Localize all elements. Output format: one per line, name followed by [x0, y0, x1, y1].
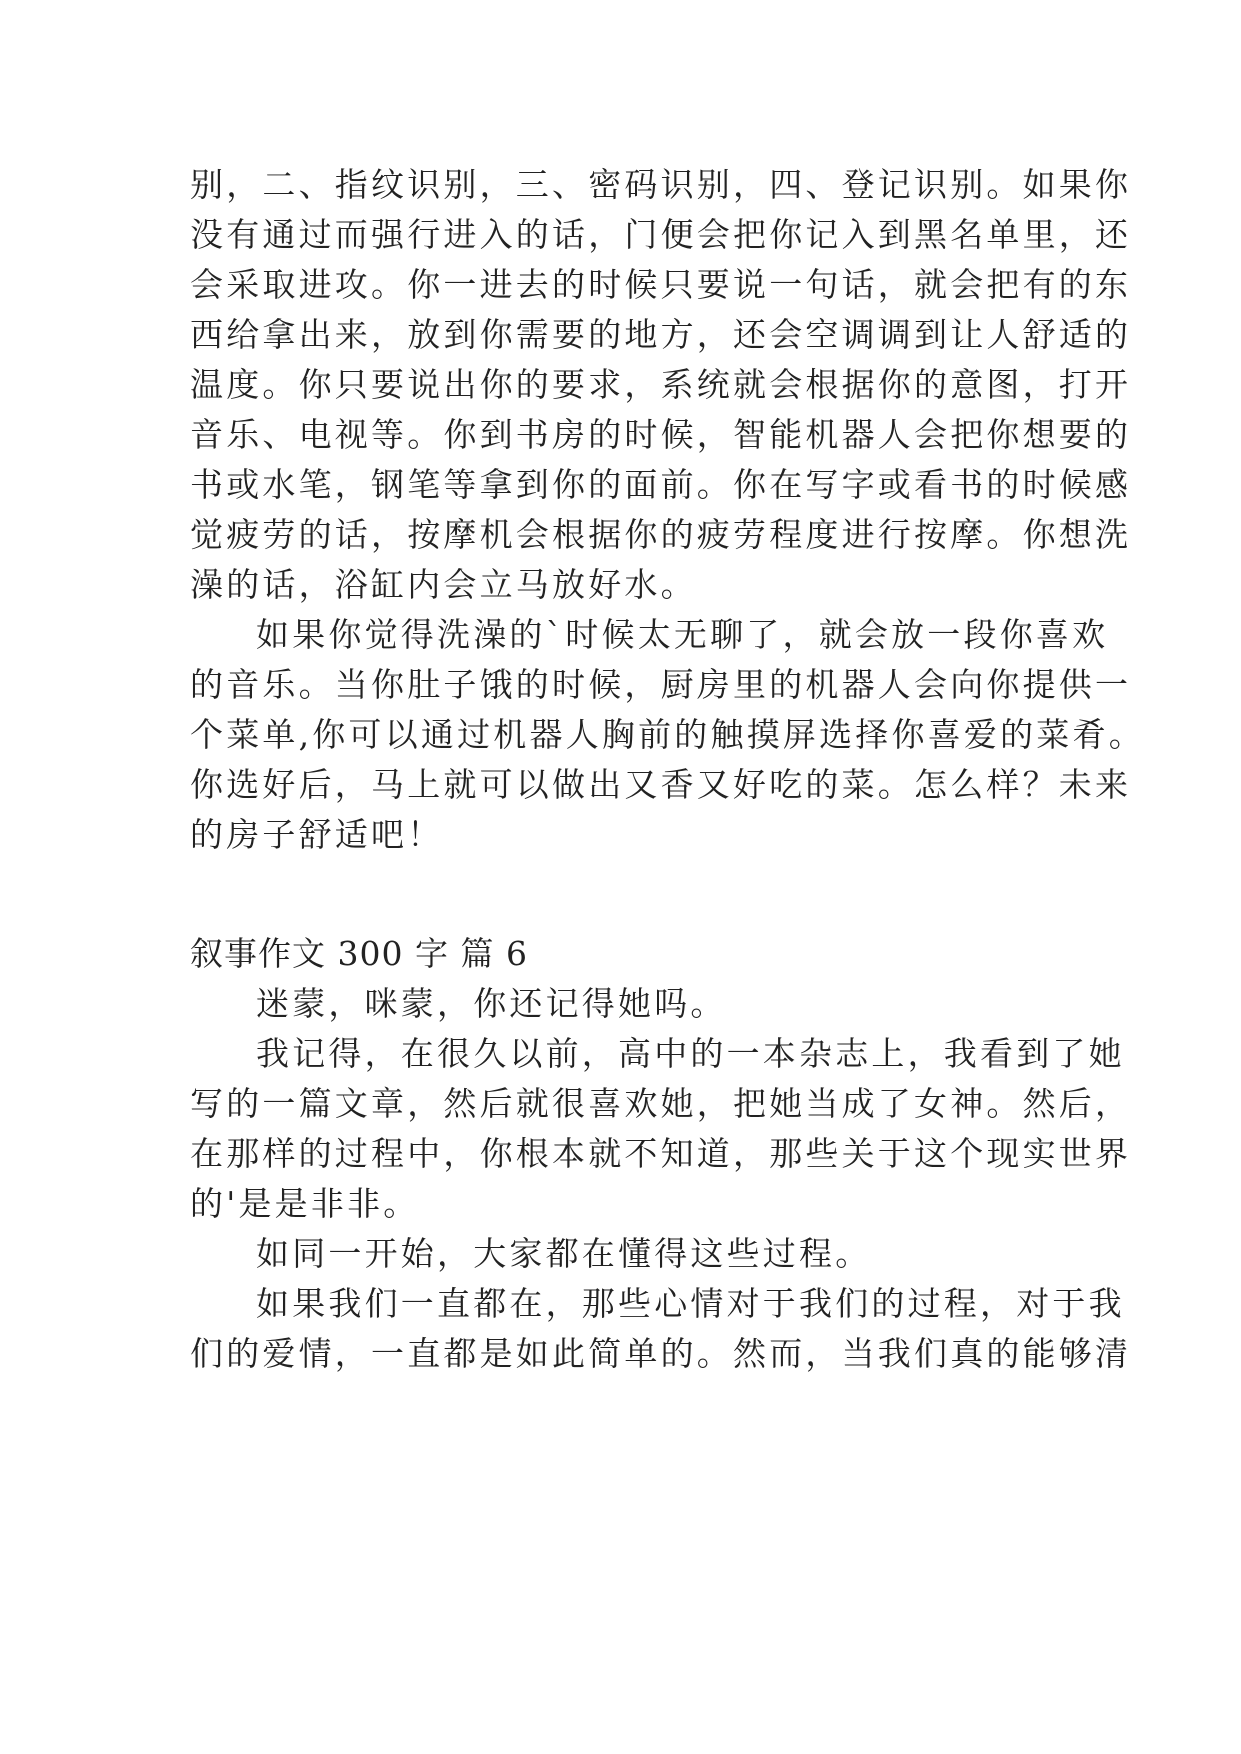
paragraph-4-line: 写的一篇文章，然后就很喜欢她，把她当成了女神。然后，: [190, 1084, 1132, 1123]
paragraph-5: 如同一开始，大家都在懂得这些过程。: [256, 1234, 872, 1273]
paragraph-2-line: 你选好后，马上就可以做出又香又好吃的菜。怎么样？未来: [190, 765, 1132, 804]
paragraph-1-line: 会采取进攻。你一进去的时候只要说一句话，就会把有的东: [190, 265, 1132, 304]
paragraph-2-line: 的音乐。当你肚子饿的时候，厨房里的机器人会向你提供一: [190, 665, 1132, 704]
paragraph-1-line: 书或水笔，钢笔等拿到你的面前。你在写字或看书的时候感: [190, 465, 1132, 504]
section-heading: 叙事作文 300 字 篇 6: [190, 934, 528, 973]
paragraph-6-line: 们的爱情，一直都是如此简单的。然而，当我们真的能够清: [190, 1334, 1132, 1373]
paragraph-1-line: 别，二、指纹识别，三、密码识别，四、登记识别。如果你: [190, 165, 1132, 204]
paragraph-1-line: 温度。你只要说出你的要求，系统就会根据你的意图，打开: [190, 365, 1132, 404]
paragraph-1-line: 没有通过而强行进入的话，门便会把你记入到黑名单里，还: [190, 215, 1132, 254]
paragraph-2-line: 的房子舒适吧！: [190, 815, 444, 854]
paragraph-1-line: 觉疲劳的话，按摩机会根据你的疲劳程度进行按摩。你想洗: [190, 515, 1132, 554]
paragraph-2-line: 个菜单,你可以通过机器人胸前的触摸屏选择你喜爱的菜肴。: [190, 715, 1145, 754]
paragraph-3: 迷蒙，咪蒙，你还记得她吗。: [256, 984, 727, 1023]
paragraph-1-line: 音乐、电视等。你到书房的时候，智能机器人会把你想要的: [190, 415, 1132, 454]
paragraph-4-line: 我记得，在很久以前，高中的一本杂志上，我看到了她: [256, 1034, 1125, 1073]
paragraph-1-line: 澡的话，浴缸内会立马放好水。: [190, 565, 697, 604]
paragraph-2-line: 如果你觉得洗澡的`时候太无聊了，就会放一段你喜欢: [256, 615, 1109, 654]
paragraph-1-line: 西给拿出来，放到你需要的地方，还会空调调到让人舒适的: [190, 315, 1132, 354]
paragraph-4-line: 的'是是非非。: [190, 1184, 420, 1223]
paragraph-6-line: 如果我们一直都在，那些心情对于我们的过程，对于我: [256, 1284, 1125, 1323]
paragraph-4-line: 在那样的过程中，你根本就不知道，那些关于这个现实世界: [190, 1134, 1132, 1173]
